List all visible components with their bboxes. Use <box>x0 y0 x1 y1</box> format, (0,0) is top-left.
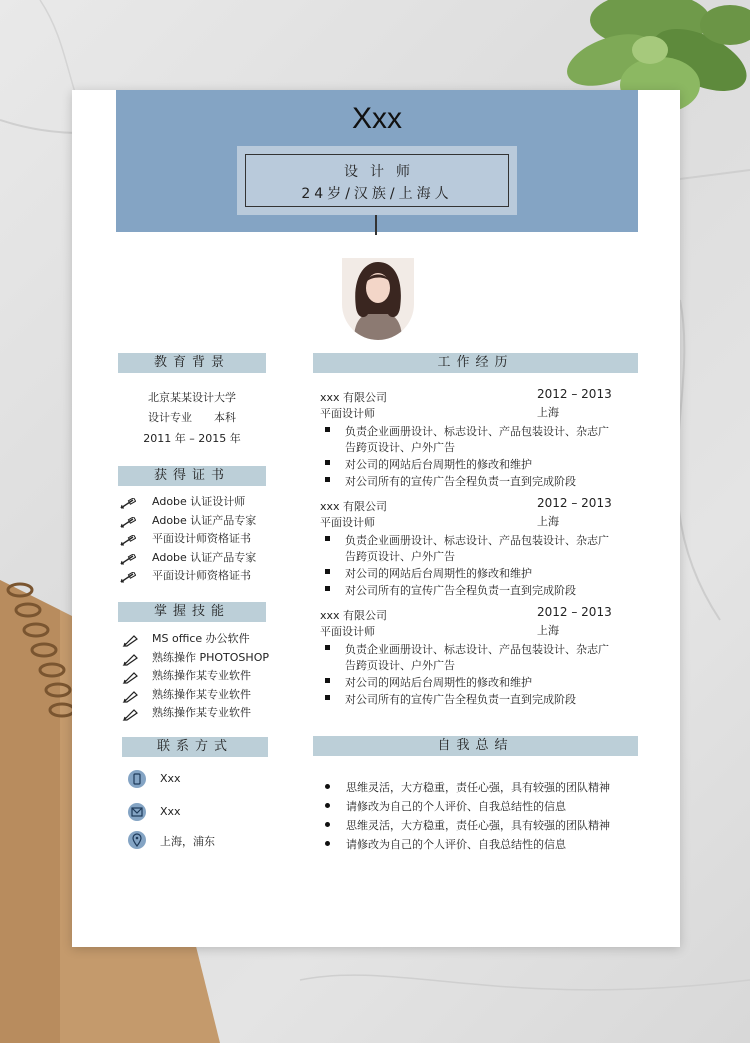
certificate-item: 平面设计师资格证书 <box>152 569 251 582</box>
certificate-item: Adobe 认证产品专家 <box>152 513 257 527</box>
skill-item: 熟练操作某专业软件 <box>152 687 251 701</box>
job-role: 设计师 <box>344 164 422 180</box>
pencil-icon <box>122 706 138 718</box>
email-icon <box>128 803 146 821</box>
summary-item: 请修改为自己的个人评价、自我总结性的信息 <box>346 800 566 813</box>
certificate-item: Adobe 认证产品专家 <box>152 550 257 564</box>
job-duty-cont: 告跨页设计、户外广告 <box>345 550 455 563</box>
resume-header <box>116 90 638 232</box>
skill-item: MS office 办公软件 <box>152 632 250 645</box>
resume-page <box>72 90 680 947</box>
title-frame <box>245 154 509 207</box>
bullet <box>325 477 330 482</box>
bullet <box>325 536 330 541</box>
job-duty: 对公司所有的宣传广告全程负责一直到完成阶段 <box>345 584 576 597</box>
pencil-icon <box>122 651 138 663</box>
job-duty: 对公司的网站后台周期性的修改和维护 <box>345 676 532 689</box>
section-certificates: 获得证书 <box>118 466 266 486</box>
contact-phone: Xxx <box>160 772 181 785</box>
summary-item: 请修改为自己的个人评价、自我总结性的信息 <box>346 838 566 851</box>
education-major: 设计专业 本科 <box>148 411 236 424</box>
certificate-icon <box>120 551 136 563</box>
location-icon <box>128 831 146 849</box>
job-company: xxx 有限公司 <box>320 500 388 513</box>
job-period: 2012 – 2013 <box>537 605 612 619</box>
bullet <box>325 460 330 465</box>
education-school: 北京某某设计大学 <box>148 391 236 404</box>
section-education: 教育背景 <box>118 353 266 373</box>
job-duty-cont: 告跨页设计、户外广告 <box>345 441 455 454</box>
contact-address: 上海，浦东 <box>160 835 215 848</box>
certificate-item: 平面设计师资格证书 <box>152 532 251 545</box>
job-duty: 对公司所有的宣传广告全程负责一直到完成阶段 <box>345 475 576 488</box>
job-title: 平面设计师 <box>320 625 375 638</box>
bullet <box>325 841 330 846</box>
section-skills: 掌握技能 <box>118 602 266 622</box>
skill-item: 熟练操作某专业软件 <box>152 706 251 719</box>
job-duty: 负责企业画册设计、标志设计、产品包装设计、杂志广 <box>345 534 609 547</box>
bullet <box>325 822 330 827</box>
job-period: 2012 – 2013 <box>537 496 612 510</box>
bullet <box>325 586 330 591</box>
certificate-item: Adobe 认证设计师 <box>152 495 246 508</box>
pencil-icon <box>122 632 138 644</box>
certificate-icon <box>120 532 136 544</box>
certificate-icon <box>120 495 136 507</box>
bullet <box>325 784 330 789</box>
job-duty: 对公司的网站后台周期性的修改和维护 <box>345 567 532 580</box>
certificate-icon <box>120 569 136 581</box>
bullet <box>325 678 330 683</box>
job-duty: 对公司所有的宣传广告全程负责一直到完成阶段 <box>345 693 576 706</box>
phone-icon <box>128 770 146 788</box>
pencil-icon <box>122 669 138 681</box>
job-duty: 负责企业画册设计、标志设计、产品包装设计、杂志广 <box>345 425 609 438</box>
job-duty: 负责企业画册设计、标志设计、产品包装设计、杂志广 <box>345 643 609 656</box>
section-contact: 联系方式 <box>122 737 268 757</box>
contact-email: Xxx <box>160 805 181 818</box>
job-city: 上海 <box>537 624 559 637</box>
education-period: 2011 年 – 2015 年 <box>143 432 241 445</box>
job-city: 上海 <box>537 515 559 528</box>
job-duty-cont: 告跨页设计、户外广告 <box>345 659 455 672</box>
job-duty: 对公司的网站后台周期性的修改和维护 <box>345 458 532 471</box>
title-box <box>237 146 517 215</box>
profile-photo <box>342 258 414 340</box>
certificate-icon <box>120 514 136 526</box>
bullet <box>325 695 330 700</box>
summary-item: 思维灵活，大方稳重，责任心强，具有较强的团队精神 <box>346 819 610 832</box>
job-period: 2012 – 2013 <box>537 387 612 401</box>
job-company: xxx 有限公司 <box>320 609 388 622</box>
skill-item: 熟练操作 PHOTOSHOP <box>152 650 269 664</box>
bullet <box>325 803 330 808</box>
personal-info: 24岁/汉族/上海人 <box>301 186 453 202</box>
pencil-icon <box>122 688 138 700</box>
job-title: 平面设计师 <box>320 516 375 529</box>
bullet <box>325 569 330 574</box>
bullet <box>325 645 330 650</box>
section-self-summary: 自我总结 <box>313 736 638 756</box>
bullet <box>325 427 330 432</box>
candidate-name: Xxx <box>351 102 402 135</box>
job-title: 平面设计师 <box>320 407 375 420</box>
job-city: 上海 <box>537 406 559 419</box>
job-company: xxx 有限公司 <box>320 391 388 404</box>
connector-line <box>375 215 377 235</box>
section-work: 工作经历 <box>313 353 638 373</box>
skill-item: 熟练操作某专业软件 <box>152 669 251 682</box>
summary-item: 思维灵活，大方稳重，责任心强，具有较强的团队精神 <box>346 781 610 794</box>
